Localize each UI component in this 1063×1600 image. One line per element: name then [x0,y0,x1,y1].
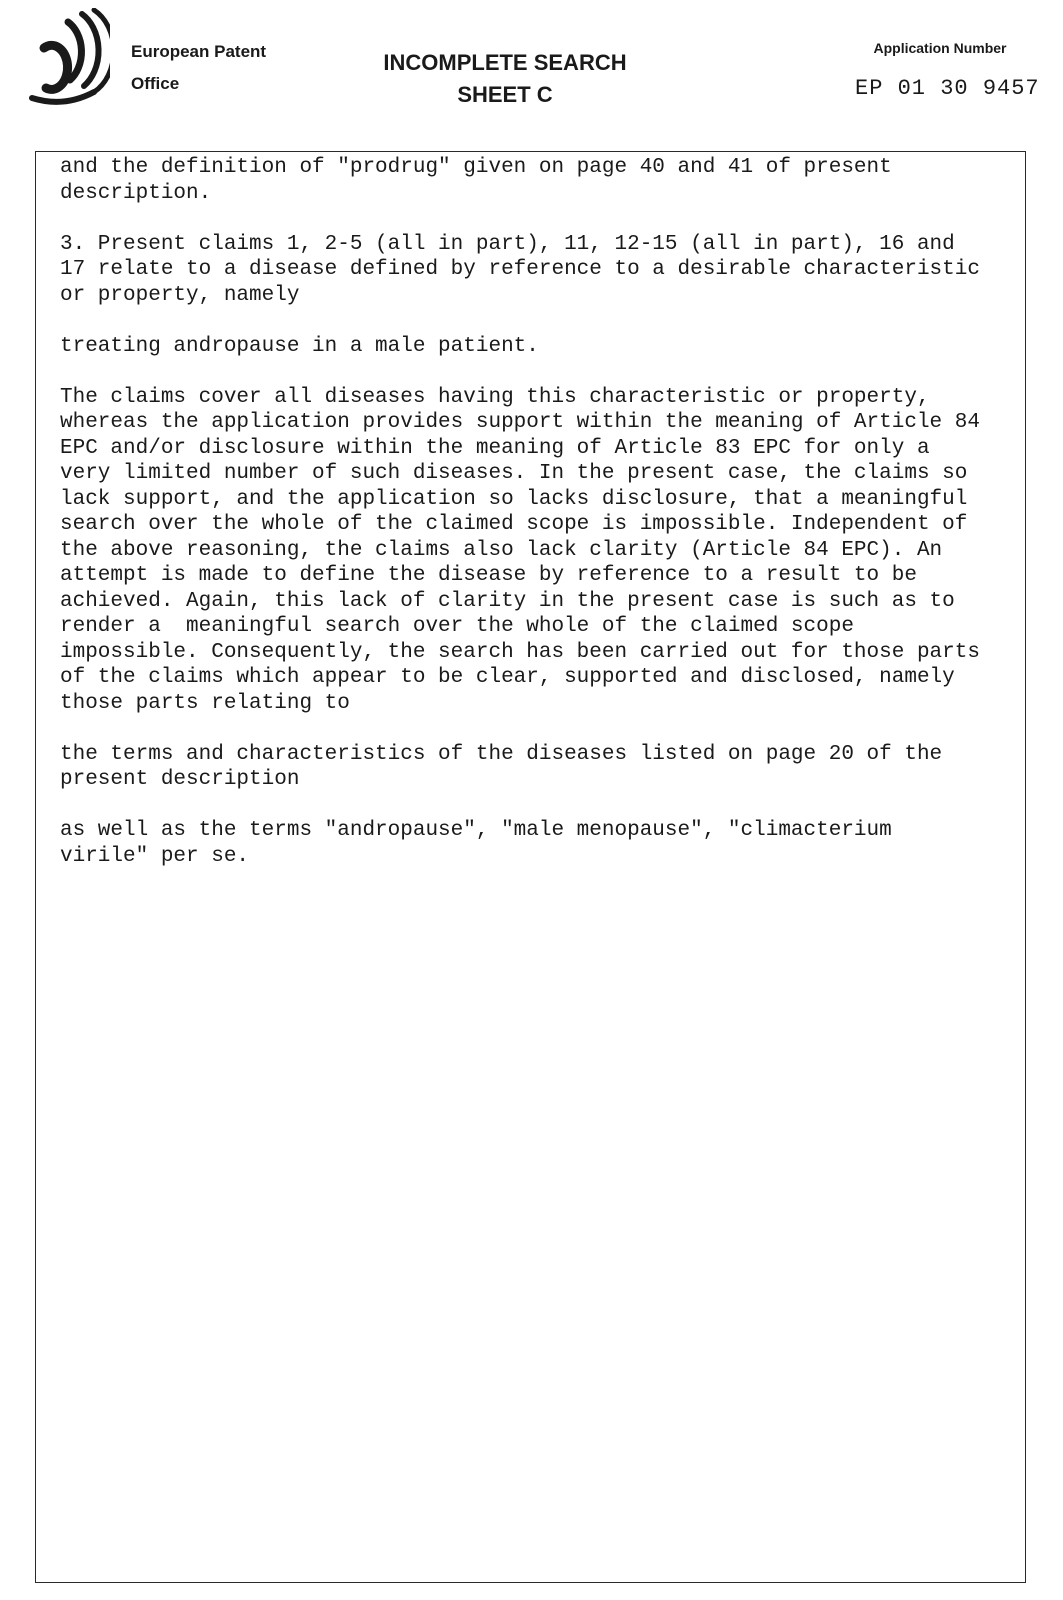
paragraph: treating andropause in a male patient. [60,334,539,358]
paragraph: The claims cover all diseases having this characteristic or property, whereas the application provides support within the meaning of Article 84 EPC and/or disclosure within the meaning of Article 83 EPC for only a very limited number of such diseases. In the present case, the claims so lack support, and the application so lacks disclosure, that a meaningful search over the whole of the claimed scope is impossible. Independent of the above reasoning, the claims also lack clarity (Article 84 EPC). An attempt is made to define the disease by reference to a result to be achieved. Again, this lack of clarity in the present case is such as to render a meaningful search over the whole of the claimed scope impossible. Consequently, the search has been carried out for those parts of the claims which appear to be clear, supported and disclosed, namely those parts relating to [60,385,980,715]
page-title-line2: SHEET C [457,82,553,107]
paragraph: as well as the terms "andropause", "male menopause", "climacterium virile" per se. [60,819,892,868]
paragraph: and the definition of "prodrug" given on page 40 and 41 of present description. [60,156,892,205]
page-title-line1: INCOMPLETE SEARCH [383,50,627,75]
office-name [131,36,266,100]
page-title [355,47,655,111]
application-number: EP 01 30 9457 [855,76,1040,101]
document-body [60,155,1020,895]
epo-logo-icon [24,8,110,108]
paragraph: the terms and characteristics of the diseases listed on page 20 of the present description [60,742,943,791]
paragraph: 3. Present claims 1, 2-5 (all in part), 11, 12-15 (all in part), 16 and 17 relate to a disease defined by reference to a desirable characteristic or property, namely [60,232,980,307]
office-name-line2: Office [131,74,180,93]
application-number-label: Application Number [873,40,1007,56]
office-name-line1: European Patent [131,42,267,61]
